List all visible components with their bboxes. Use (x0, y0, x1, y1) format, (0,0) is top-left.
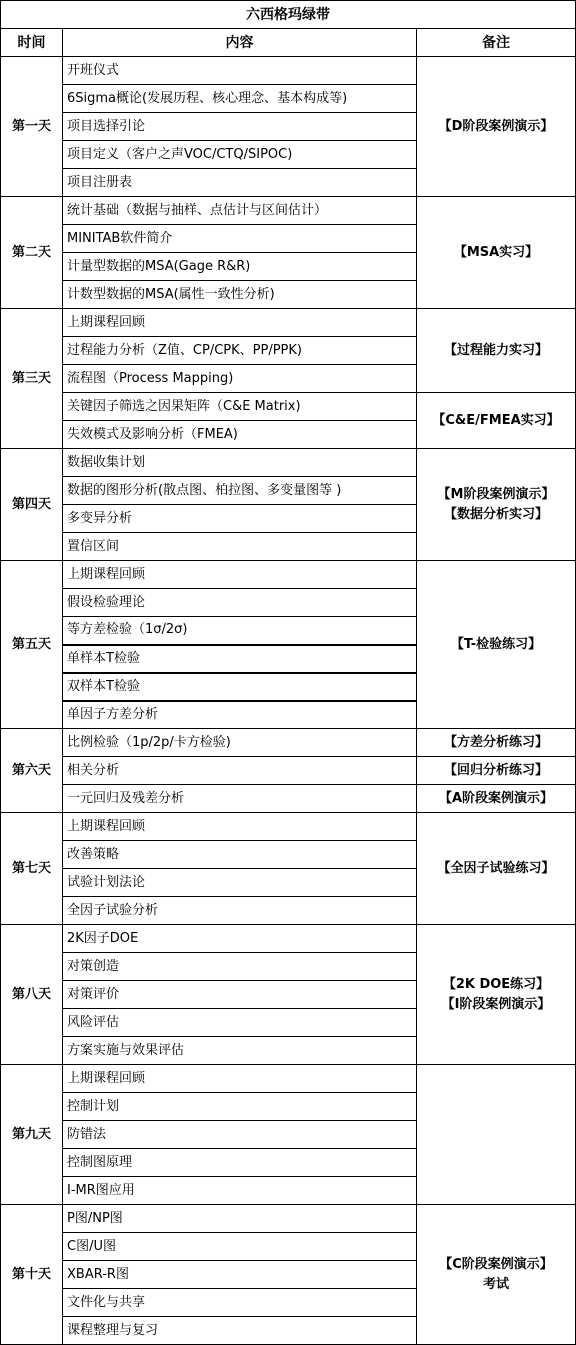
table-row (1, 197, 576, 225)
note-line: 【I阶段案例演示】 (441, 996, 551, 1012)
note-line: 考试 (483, 1276, 510, 1292)
table-row (1, 309, 576, 337)
content-item: 2K因子DOE (63, 925, 417, 953)
note-cell (417, 1065, 576, 1205)
note-line: 【数据分析实习】 (444, 506, 549, 522)
note-cell (417, 925, 576, 1065)
content-item: MINITAB软件简介 (63, 225, 417, 253)
note-line: 【过程能力实习】 (444, 342, 549, 358)
note-cell (417, 309, 576, 393)
content-item: 双样本T检验 (63, 673, 417, 701)
table-row (1, 757, 576, 785)
content-item: 风险评估 (63, 1009, 417, 1037)
day-label: 第五天 (1, 561, 63, 729)
table-title: 六西格玛绿带 (1, 1, 576, 29)
table-row (1, 1065, 576, 1093)
content-item: 课程整理与复习 (63, 1317, 417, 1345)
content-item: 假设检验理论 (63, 589, 417, 617)
table-row (1, 393, 576, 421)
content-item: 试验计划法论 (63, 869, 417, 897)
note-cell (417, 813, 576, 925)
table-row (1, 1205, 576, 1233)
content-item: 控制计划 (63, 1093, 417, 1121)
header-time: 时间 (1, 29, 63, 57)
note-line: 【C&E/FMEA实习】 (432, 412, 560, 428)
day-label: 第三天 (1, 309, 63, 449)
day-label: 第八天 (1, 925, 63, 1065)
day-label: 第十天 (1, 1205, 63, 1345)
content-item: P图/NP图 (63, 1205, 417, 1233)
content-item: 上期课程回顾 (63, 561, 417, 589)
content-item: 比例检验（1p/2p/卡方检验) (63, 729, 417, 757)
day-label: 第六天 (1, 729, 63, 813)
content-item: 相关分析 (63, 757, 417, 785)
note-line: 【C阶段案例演示】 (439, 1256, 553, 1272)
note-cell (417, 57, 576, 197)
table-row (1, 729, 576, 757)
content-item: 防错法 (63, 1121, 417, 1149)
note-line: 【M阶段案例演示】 (437, 486, 555, 502)
content-item: 上期课程回顾 (63, 1065, 417, 1093)
content-item: 开班仪式 (63, 57, 417, 85)
day-label: 第九天 (1, 1065, 63, 1205)
content-item: 计数型数据的MSA(属性一致性分析) (63, 281, 417, 309)
content-item: 单因子方差分析 (63, 701, 417, 729)
note-cell (417, 393, 576, 449)
content-item: 项目注册表 (63, 169, 417, 197)
note-cell (417, 449, 576, 561)
content-item: 失效模式及影响分析（FMEA) (63, 421, 417, 449)
content-item: 改善策略 (63, 841, 417, 869)
note-cell (417, 1205, 576, 1345)
note-cell (417, 561, 576, 729)
content-item: C图/U图 (63, 1233, 417, 1261)
table-row (1, 813, 576, 841)
note-line: 【A阶段案例演示】 (438, 790, 554, 806)
table-row (1, 561, 576, 589)
day-label: 第七天 (1, 813, 63, 925)
note-line: 【全因子试验练习】 (437, 860, 555, 876)
note-cell (417, 757, 576, 785)
content-item: 对策评价 (63, 981, 417, 1009)
content-item: I-MR图应用 (63, 1177, 417, 1205)
note-cell (417, 729, 576, 757)
note-line: 【T-检验练习】 (450, 636, 542, 652)
content-item: 方案实施与效果评估 (63, 1037, 417, 1065)
table-row (1, 57, 576, 85)
table-row (1, 925, 576, 953)
content-item: 项目选择引论 (63, 113, 417, 141)
header-content: 内容 (63, 29, 417, 57)
note-line: 【D阶段案例演示】 (438, 118, 554, 134)
content-item: 对策创造 (63, 953, 417, 981)
content-item: 流程图（Process Mapping) (63, 365, 417, 393)
content-item: XBAR-R图 (63, 1261, 417, 1289)
content-item: 文件化与共享 (63, 1289, 417, 1317)
content-item: 6Sigma概论(发展历程、核心理念、基本构成等) (63, 85, 417, 113)
day-label: 第二天 (1, 197, 63, 309)
content-item: 过程能力分析（Z值、CP/CPK、PP/PPK) (63, 337, 417, 365)
header-notes: 备注 (417, 29, 576, 57)
note-cell (417, 197, 576, 309)
content-item: 多变异分析 (63, 505, 417, 533)
content-item: 统计基础（数据与抽样、点估计与区间估计） (63, 197, 417, 225)
note-cell (417, 785, 576, 813)
note-line: 【回归分析练习】 (444, 762, 549, 778)
content-item: 置信区间 (63, 533, 417, 561)
content-item: 数据的图形分析(散点图、柏拉图、多变量图等 ) (63, 477, 417, 505)
content-item: 计量型数据的MSA(Gage R&R) (63, 253, 417, 281)
content-item: 控制图原理 (63, 1149, 417, 1177)
note-line: 【方差分析练习】 (444, 734, 549, 750)
note-line: 【2K DOE练习】 (442, 976, 550, 992)
table-row (1, 449, 576, 477)
day-label: 第一天 (1, 57, 63, 197)
content-item: 上期课程回顾 (63, 309, 417, 337)
content-item: 一元回归及残差分析 (63, 785, 417, 813)
note-line: 【MSA实习】 (453, 244, 539, 260)
content-item: 关键因子筛选之因果矩阵（C&E Matrix) (63, 393, 417, 421)
content-item: 项目定义（客户之声VOC/CTQ/SIPOC) (63, 141, 417, 169)
content-item: 全因子试验分析 (63, 897, 417, 925)
table-row (1, 785, 576, 813)
day-label: 第四天 (1, 449, 63, 561)
content-item: 等方差检验（1σ/2σ) (63, 617, 417, 645)
content-item: 单样本T检验 (63, 645, 417, 673)
content-item: 上期课程回顾 (63, 813, 417, 841)
content-item: 数据收集计划 (63, 449, 417, 477)
